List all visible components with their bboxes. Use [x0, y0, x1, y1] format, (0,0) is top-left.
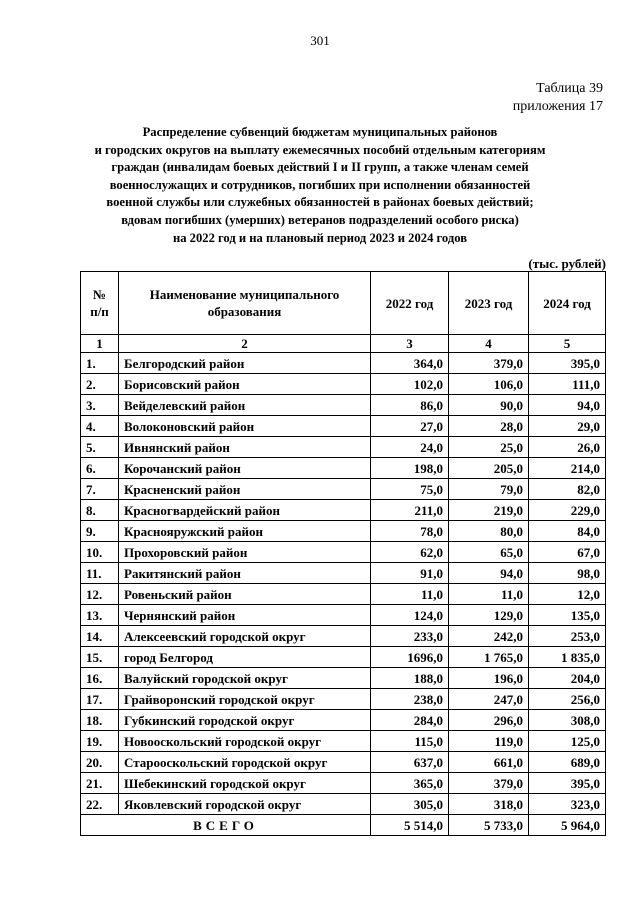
value-2024: 82,0	[529, 479, 606, 500]
total-2022: 5 514,0	[371, 815, 449, 836]
row-number: 1.	[81, 353, 119, 374]
header-name: Наименование муниципального образования	[119, 272, 371, 335]
value-2023: 129,0	[449, 605, 529, 626]
row-number: 18.	[81, 710, 119, 731]
municipality-name: Прохоровский район	[119, 542, 371, 563]
row-number: 6.	[81, 458, 119, 479]
municipality-name: Валуйский городской округ	[119, 668, 371, 689]
value-2024: 395,0	[529, 353, 606, 374]
table-label	[513, 80, 603, 116]
value-2022: 102,0	[371, 374, 449, 395]
value-2023: 379,0	[449, 353, 529, 374]
row-number: 11.	[81, 563, 119, 584]
title-line: и городских округов на выплату ежемесячных пособий отдельным категориям	[94, 142, 546, 157]
municipality-name: Белгородский район	[119, 353, 371, 374]
row-number: 4.	[81, 416, 119, 437]
row-number: 14.	[81, 626, 119, 647]
row-number: 22.	[81, 794, 119, 815]
value-2022: 365,0	[371, 773, 449, 794]
value-2023: 94,0	[449, 563, 529, 584]
value-2022: 233,0	[371, 626, 449, 647]
value-2022: 24,0	[371, 437, 449, 458]
table-row	[81, 689, 606, 710]
column-number: 2	[119, 335, 371, 353]
table-row	[81, 563, 606, 584]
header-2022: 2022 год	[371, 272, 449, 335]
value-2023: 219,0	[449, 500, 529, 521]
header-num: № п/п	[81, 272, 119, 335]
municipality-name: Губкинский городской округ	[119, 710, 371, 731]
value-2022: 637,0	[371, 752, 449, 773]
column-number: 5	[529, 335, 606, 353]
value-2024: 29,0	[529, 416, 606, 437]
value-2023: 196,0	[449, 668, 529, 689]
value-2024: 84,0	[529, 521, 606, 542]
title-line: вдовам погибших (умерших) ветеранов подразделений особого риска)	[121, 212, 519, 227]
title-line: военной службы или служебных обязанностей в районах боевых действий;	[106, 195, 534, 210]
table-row	[81, 395, 606, 416]
municipality-name: Краснояружский район	[119, 521, 371, 542]
table-row	[81, 500, 606, 521]
municipality-name: Вейделевский район	[119, 395, 371, 416]
municipality-name: Борисовский район	[119, 374, 371, 395]
value-2024: 214,0	[529, 458, 606, 479]
value-2024: 12,0	[529, 584, 606, 605]
value-2022: 188,0	[371, 668, 449, 689]
value-2023: 65,0	[449, 542, 529, 563]
table-row	[81, 605, 606, 626]
row-number: 5.	[81, 437, 119, 458]
row-number: 20.	[81, 752, 119, 773]
municipality-name: Ракитянский район	[119, 563, 371, 584]
value-2024: 229,0	[529, 500, 606, 521]
table-row	[81, 647, 606, 668]
value-2023: 106,0	[449, 374, 529, 395]
table-row	[81, 710, 606, 731]
value-2022: 124,0	[371, 605, 449, 626]
column-number: 3	[371, 335, 449, 353]
value-2022: 198,0	[371, 458, 449, 479]
municipality-name: Чернянский район	[119, 605, 371, 626]
municipality-name: Ровеньский район	[119, 584, 371, 605]
value-2024: 135,0	[529, 605, 606, 626]
table-body	[81, 353, 606, 815]
value-2024: 98,0	[529, 563, 606, 584]
table-header-row	[81, 272, 606, 335]
value-2022: 11,0	[371, 584, 449, 605]
total-2023: 5 733,0	[449, 815, 529, 836]
table-label-line1: Таблица 39	[536, 81, 603, 96]
table-row	[81, 374, 606, 395]
value-2023: 379,0	[449, 773, 529, 794]
table-row	[81, 794, 606, 815]
table-row	[81, 437, 606, 458]
row-number: 17.	[81, 689, 119, 710]
value-2022: 115,0	[371, 731, 449, 752]
total-label: ВСЕГО	[81, 815, 371, 836]
municipality-name: Алексеевский городской округ	[119, 626, 371, 647]
value-2023: 247,0	[449, 689, 529, 710]
value-2024: 323,0	[529, 794, 606, 815]
row-number: 10.	[81, 542, 119, 563]
units-label: (тыс. рублей)	[528, 256, 606, 271]
table-row	[81, 416, 606, 437]
value-2024: 253,0	[529, 626, 606, 647]
table-row	[81, 626, 606, 647]
value-2022: 27,0	[371, 416, 449, 437]
row-number: 8.	[81, 500, 119, 521]
document-title	[40, 124, 600, 247]
municipality-name: город Белгород	[119, 647, 371, 668]
value-2024: 67,0	[529, 542, 606, 563]
value-2023: 119,0	[449, 731, 529, 752]
column-number: 4	[449, 335, 529, 353]
municipality-name: Красногвардейский район	[119, 500, 371, 521]
total-2024: 5 964,0	[529, 815, 606, 836]
value-2024: 111,0	[529, 374, 606, 395]
value-2024: 94,0	[529, 395, 606, 416]
municipality-name: Корочанский район	[119, 458, 371, 479]
value-2024: 125,0	[529, 731, 606, 752]
table-row	[81, 584, 606, 605]
value-2023: 90,0	[449, 395, 529, 416]
row-number: 9.	[81, 521, 119, 542]
value-2023: 79,0	[449, 479, 529, 500]
value-2024: 1 835,0	[529, 647, 606, 668]
value-2023: 28,0	[449, 416, 529, 437]
municipality-name: Ивнянский район	[119, 437, 371, 458]
row-number: 21.	[81, 773, 119, 794]
value-2023: 25,0	[449, 437, 529, 458]
row-number: 15.	[81, 647, 119, 668]
table-row	[81, 731, 606, 752]
value-2024: 204,0	[529, 668, 606, 689]
value-2022: 1696,0	[371, 647, 449, 668]
subventions-table	[80, 271, 606, 836]
value-2023: 205,0	[449, 458, 529, 479]
header-2024: 2024 год	[529, 272, 606, 335]
table-row	[81, 521, 606, 542]
value-2022: 78,0	[371, 521, 449, 542]
value-2022: 284,0	[371, 710, 449, 731]
value-2022: 305,0	[371, 794, 449, 815]
total-row	[81, 815, 606, 836]
table-row	[81, 773, 606, 794]
value-2022: 364,0	[371, 353, 449, 374]
value-2024: 395,0	[529, 773, 606, 794]
header-2023: 2023 год	[449, 272, 529, 335]
value-2023: 242,0	[449, 626, 529, 647]
value-2022: 211,0	[371, 500, 449, 521]
value-2023: 296,0	[449, 710, 529, 731]
value-2022: 91,0	[371, 563, 449, 584]
municipality-name: Красненский район	[119, 479, 371, 500]
row-number: 3.	[81, 395, 119, 416]
title-line: граждан (инвалидам боевых действий I и II групп, а также членам семей	[111, 160, 529, 175]
value-2023: 318,0	[449, 794, 529, 815]
table-row	[81, 752, 606, 773]
value-2024: 308,0	[529, 710, 606, 731]
column-number: 1	[81, 335, 119, 353]
value-2022: 238,0	[371, 689, 449, 710]
page-number: 301	[310, 33, 330, 48]
row-number: 19.	[81, 731, 119, 752]
table-row	[81, 479, 606, 500]
value-2024: 26,0	[529, 437, 606, 458]
row-number: 2.	[81, 374, 119, 395]
table-label-line2: приложения 17	[512, 99, 603, 114]
row-number: 12.	[81, 584, 119, 605]
municipality-name: Яковлевский городской округ	[119, 794, 371, 815]
title-line: военнослужащих и сотрудников, погибших при исполнении обязанностей	[109, 177, 531, 192]
table-row	[81, 458, 606, 479]
municipality-name: Новооскольский городской округ	[119, 731, 371, 752]
value-2024: 256,0	[529, 689, 606, 710]
row-number: 16.	[81, 668, 119, 689]
value-2024: 689,0	[529, 752, 606, 773]
title-line: на 2022 год и на плановый период 2023 и 2024 годов	[172, 230, 468, 245]
value-2022: 62,0	[371, 542, 449, 563]
municipality-name: Волоконовский район	[119, 416, 371, 437]
municipality-name: Шебекинский городской округ	[119, 773, 371, 794]
column-numbers-row	[81, 335, 606, 353]
table-row	[81, 353, 606, 374]
table-row	[81, 668, 606, 689]
value-2023: 11,0	[449, 584, 529, 605]
value-2023: 1 765,0	[449, 647, 529, 668]
title-line: Распределение субвенций бюджетам муниципальных районов	[142, 125, 498, 139]
value-2023: 661,0	[449, 752, 529, 773]
value-2023: 80,0	[449, 521, 529, 542]
value-2022: 75,0	[371, 479, 449, 500]
value-2022: 86,0	[371, 395, 449, 416]
row-number: 7.	[81, 479, 119, 500]
row-number: 13.	[81, 605, 119, 626]
table-row	[81, 542, 606, 563]
municipality-name: Старооскольский городской округ	[119, 752, 371, 773]
municipality-name: Грайворонский городской округ	[119, 689, 371, 710]
